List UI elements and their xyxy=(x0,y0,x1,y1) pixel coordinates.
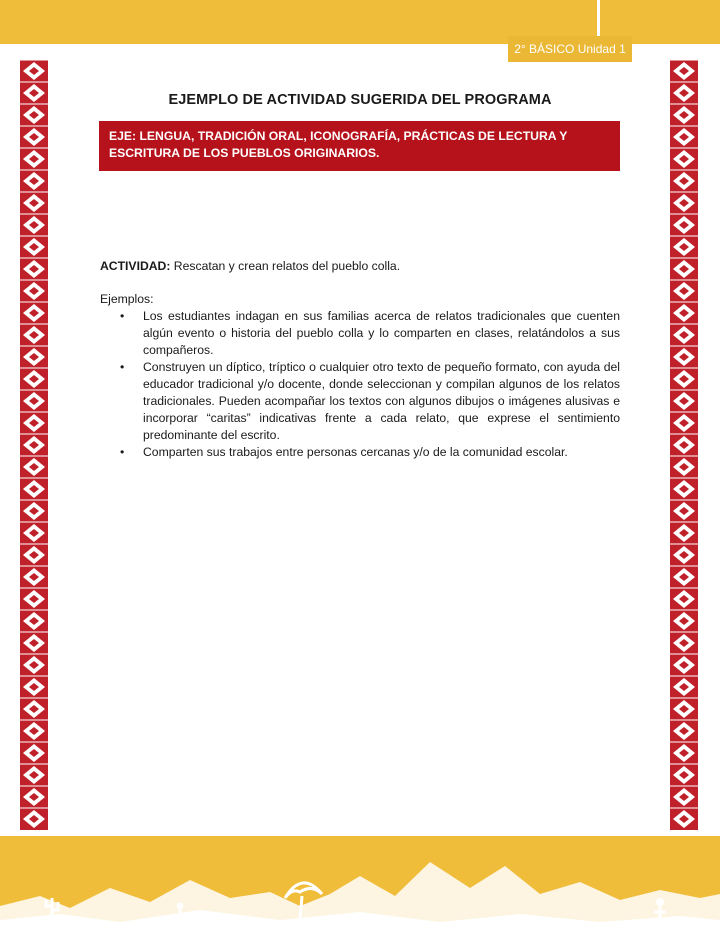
person-figure-icon xyxy=(656,898,664,906)
bullet-icon: • xyxy=(120,360,125,374)
left-woven-border xyxy=(20,60,48,830)
list-item xyxy=(100,359,620,444)
person-figure-icon xyxy=(177,903,184,910)
right-woven-border xyxy=(670,60,698,830)
list-item xyxy=(100,308,620,359)
bullet-icon: • xyxy=(120,309,125,323)
axis-banner: EJE: LENGUA, TRADICIÓN ORAL, ICONOGRAFÍA, PRÁCTICAS DE LECTURA Y ESCRITURA DE LOS PUEBLOS ORIGINARIOS. xyxy=(99,121,620,171)
examples-label: Ejemplos: xyxy=(100,292,154,306)
bullet-icon: • xyxy=(120,445,125,459)
list-item-text: Los estudiantes indagan en sus familias acerca de relatos tradicionales que cuenten algún evento o historia del pueblo colla y lo comparten en clases, relatándolos a sus compañeros. xyxy=(143,309,620,357)
activity-line xyxy=(100,259,620,273)
tab-divider xyxy=(597,0,600,40)
bottom-landscape-band xyxy=(0,836,720,932)
list-item xyxy=(100,444,620,461)
activity-label: ACTIVIDAD: xyxy=(100,259,171,273)
unit-tab: 2° BÁSICO Unidad 1 xyxy=(508,36,632,62)
examples-list xyxy=(100,308,620,461)
list-item-text: Construyen un díptico, tríptico o cualquier otro texto de pequeño formato, con ayuda del educador tradicional y/o docente, donde seleccionan y compilan algunos de los relatos tradicionales. Pueden acompañar los textos con algunos dibujos o imágenes alusivas e incorporar “caritas” indicativas frente a cada relato, que exprese el sentimiento predominante del escrito. xyxy=(143,360,620,442)
page-title: EJEMPLO DE ACTIVIDAD SUGERIDA DEL PROGRAMA xyxy=(168,92,552,108)
list-item-text: Comparten sus trabajos entre personas cercanas y/o de la comunidad escolar. xyxy=(143,445,568,459)
activity-text: Rescatan y crean relatos del pueblo colla. xyxy=(170,259,401,273)
